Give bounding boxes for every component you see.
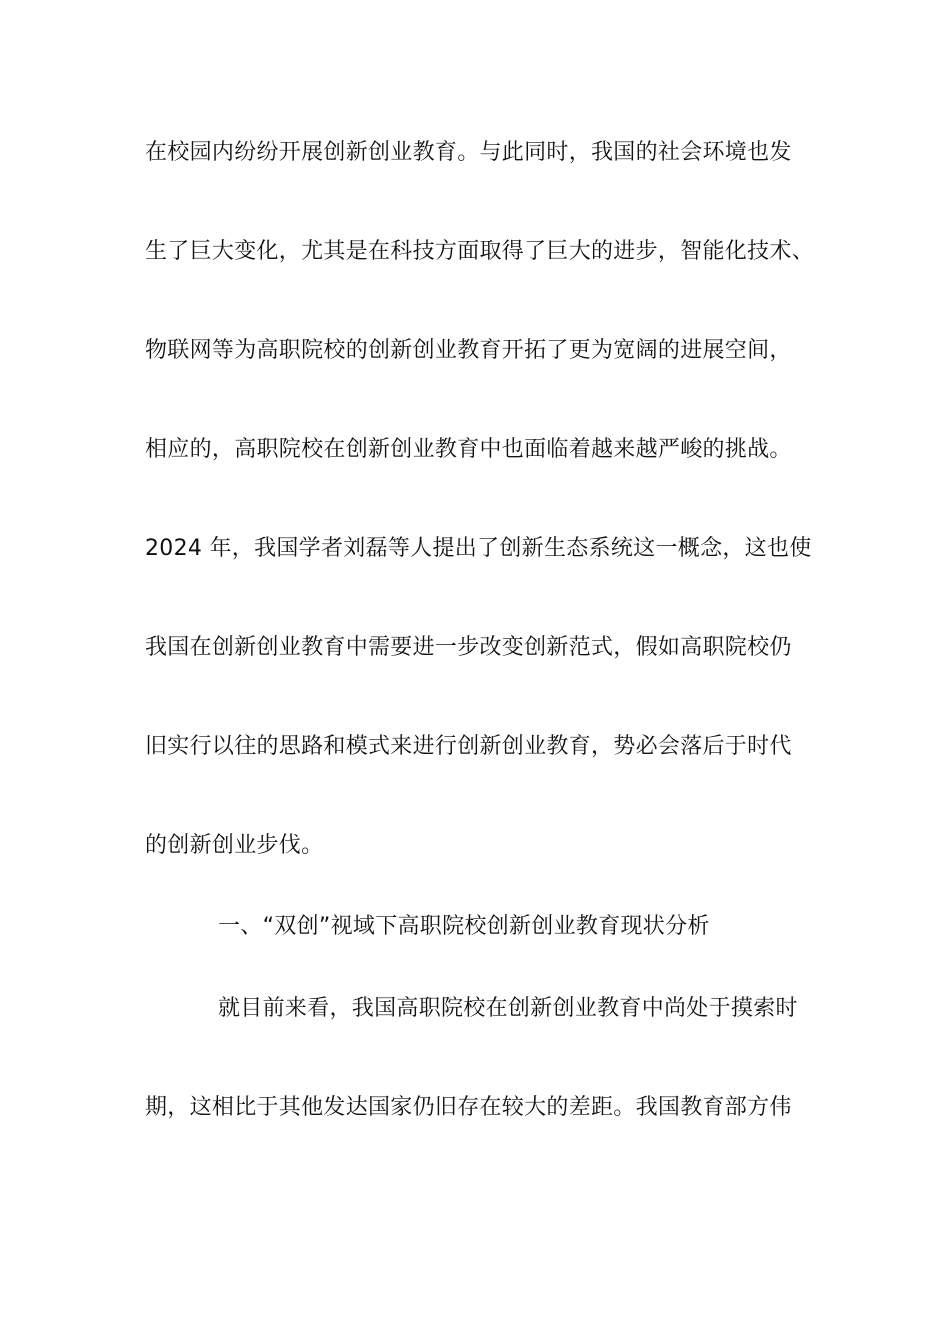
paragraph-line: 在校园内纷纷开展创新创业教育。与此同时，我国的社会环境也发 <box>145 140 792 165</box>
paragraph-line: 旧实行以往的思路和模式来进行创新创业教育，势必会落后于时代 <box>145 734 792 759</box>
paragraph-line: 我国在创新创业教育中需要进一步改变创新范式，假如高职院校仍 <box>145 635 792 660</box>
paragraph-line: 的创新创业步伐。 <box>145 833 324 858</box>
paragraph-line: 生了巨大变化，尤其是在科技方面取得了巨大的进步，智能化技术、 <box>145 239 815 264</box>
section-heading: 一、“双创”视域下高职院校创新创业教育现状分析 <box>218 914 710 939</box>
paragraph-line: 相应的，高职院校在创新创业教育中也面临着越来越严峻的挑战。 <box>145 437 792 462</box>
paragraph-line: 物联网等为高职院校的创新创业教育开拓了更为宽阔的进展空间， <box>145 338 792 363</box>
paragraph-line: 就目前来看，我国高职院校在创新创业教育中尚处于摸索时 <box>218 996 798 1021</box>
paragraph-line: 期，这相比于其他发达国家仍旧存在较大的差距。我国教育部方伟 <box>145 1095 792 1120</box>
paragraph-line: 2024 年，我国学者刘磊等人提出了创新生态系统这一概念，这也使 <box>145 536 812 561</box>
